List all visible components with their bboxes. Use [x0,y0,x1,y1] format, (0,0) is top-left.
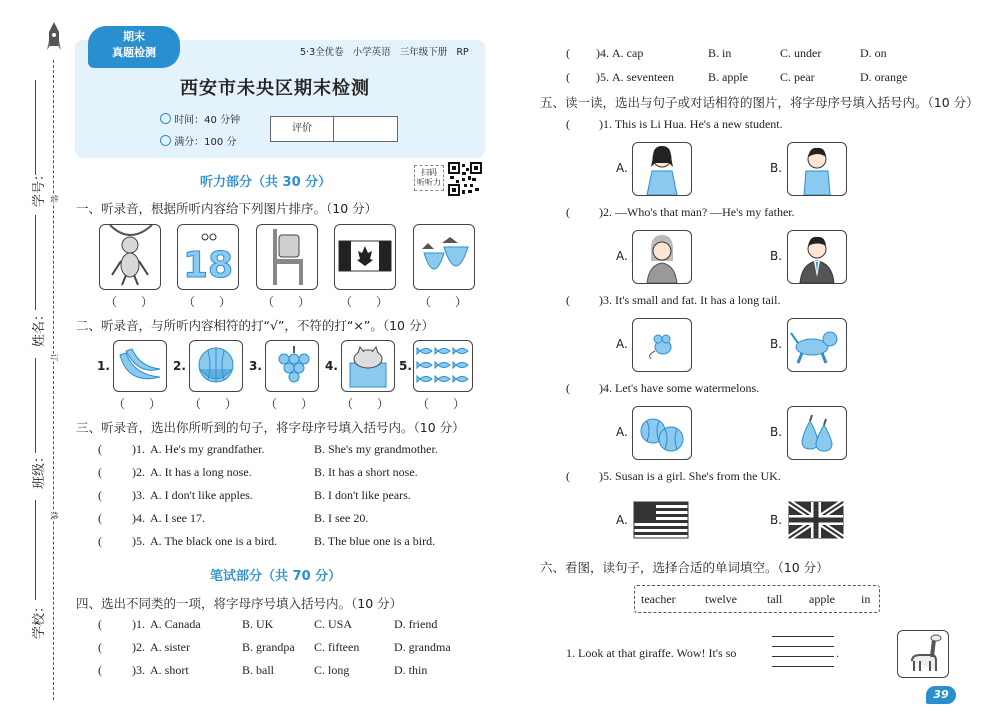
s4-option-a: A. cap [612,46,644,60]
s5-paren: ( [566,205,570,219]
s3-num: )3. [132,488,145,502]
s1-blank-1[interactable]: （ ） [105,295,154,309]
s6-q1-text: 1. Look at that giraffe. Wow! It's so [566,646,737,660]
s4-row-5[interactable] [566,70,946,85]
s4-option-c: C. pear [780,70,815,84]
s5-q1-picture-boy[interactable] [787,142,847,196]
s4-option-b: B. apple [708,70,748,84]
s3-num: )1. [132,442,145,456]
s6-word-5: in [861,592,871,606]
qr-code[interactable] [448,162,482,196]
s4-num: )1. [132,617,145,631]
s6-picture-giraffe [897,630,949,678]
s4-row-1[interactable] [98,617,468,632]
s4-row-2[interactable] [98,640,468,655]
s4-option-a: A. Canada [150,617,201,631]
s5-question-4[interactable] [566,381,759,396]
grade-box-label: 评价 [271,117,334,141]
s4-paren: ( [98,617,102,631]
s5-paren: ( [566,469,570,483]
section1-title: 一、听录音，根据所听内容给下列图片排序。（10 分） [76,201,378,216]
s6-word-bank [634,585,880,613]
s2-blank-3[interactable]: （ ） [265,397,314,411]
s3-option-a: A. It has a long nose. [150,465,252,479]
name-label: 姓名： [32,307,48,348]
s5-num: )2. [599,205,612,219]
s5-paren: ( [566,293,570,307]
s1-picture-canada-flag [334,224,396,290]
qr-caption [414,165,444,191]
s2-blank-4[interactable]: （ ） [341,397,390,411]
s6-word-1: teacher [641,592,676,606]
s5-q3-picture-mouse[interactable] [632,318,692,372]
s3-option-b: B. It has a short nose. [314,465,418,479]
s1-picture-chair [256,224,318,290]
page-number: 39 [933,688,949,701]
s5-q5-label-b: B. [770,513,783,527]
s4-option-d: D. friend [394,617,438,631]
s5-q2-label-b: B. [770,249,783,263]
s2-blank-5[interactable]: （ ） [417,397,466,411]
series-name: 5·3全优卷 [300,47,344,58]
s5-q3-picture-dog[interactable] [787,318,847,372]
s3-paren: ( [98,442,102,456]
s3-option-b: B. I see 20. [314,511,369,525]
s2-picture-grapes [265,340,319,392]
s1-picture-18 [177,224,239,290]
cut-mark-2: 订 [49,353,59,362]
exam-time [160,111,240,126]
listening-heading: 听力部分（共 30 分） [200,175,332,190]
s3-row-2[interactable] [98,465,478,480]
s4-num: )2. [132,640,145,654]
section5-title: 五、读一读，选出与句子或对话相符的图片，将字母序号填入括号内。（10 分） [540,95,979,110]
s3-option-b: B. I don't like pears. [314,488,411,502]
s4-option-a: A. short [150,663,189,677]
s3-num: )5. [132,534,145,548]
school-label: 学校： [32,599,48,640]
s1-picture-strawberries [413,224,475,290]
s2-num-1: 1. [97,359,110,373]
s4-option-b: B. grandpa [242,640,295,654]
s4-num: )4. [596,46,609,60]
s6-q1-end: . [836,646,839,660]
s5-text: Let's have some watermelons. [615,381,760,395]
s4-num: )3. [132,663,145,677]
check-icon [160,135,171,146]
page-title: 西安市未央区期末检测 [180,78,370,99]
exam-score [160,133,236,148]
s4-option-d: D. orange [860,70,908,84]
s1-blank-5[interactable]: （ ） [419,295,468,309]
s4-row-3[interactable] [98,663,468,678]
s5-question-2[interactable] [566,205,795,220]
s4-num: )5. [596,70,609,84]
s3-row-1[interactable] [98,442,478,457]
s5-text: This is Li Hua. He's a new student. [614,117,783,131]
s4-option-c: C. long [314,663,350,677]
grade-box[interactable] [270,116,398,142]
s1-picture-monkey [99,224,161,290]
s5-q2-picture-grandmother[interactable] [632,230,692,284]
s3-paren: ( [98,534,102,548]
student-id-label: 学号： [32,167,48,208]
cut-mark-3: 线 [49,511,59,520]
s5-q5-picture-usa-flag[interactable] [632,494,690,546]
s5-q1-label-b: B. [770,161,783,175]
s3-paren: ( [98,511,102,525]
s5-num: )1. [599,117,612,131]
s4-option-a: A. seventeen [612,70,674,84]
s5-q4-picture-pears[interactable] [787,406,847,460]
s4-option-d: D. thin [394,663,428,677]
s5-question-1[interactable] [566,117,783,132]
s1-blank-2[interactable]: （ ） [183,295,232,309]
s2-blank-2[interactable]: （ ） [189,397,238,411]
s3-row-5[interactable] [98,534,478,549]
svg-text:18: 18 [182,245,234,286]
s5-question-3[interactable] [566,293,780,308]
s6-word-2: twelve [705,592,737,606]
section2-title: 二、听录音，与所听内容相符的打“√”，不符的打“×”。（10 分） [76,318,434,333]
s3-paren: ( [98,465,102,479]
page-number-badge [926,686,956,704]
s5-q1-label-a: A. [616,161,628,175]
s4-paren: ( [98,663,102,677]
s4-option-a: A. sister [150,640,190,654]
clock-icon [160,113,171,124]
s2-picture-watermelon [189,340,243,392]
s6-answer-lines[interactable] [772,636,834,668]
s4-paren: ( [566,70,570,84]
subject-name: 小学英语 [352,47,391,58]
s6-word-4: apple [809,592,835,606]
section3-title: 三、听录音，选出你所听到的句子，将字母序号填入括号内。（10 分） [76,420,465,435]
s4-option-b: B. in [708,46,732,60]
s5-num: )4. [599,381,612,395]
class-label: 班级： [32,449,48,490]
s2-picture-cat-box [341,340,395,392]
s4-option-d: D. grandma [394,640,451,654]
s5-q5-picture-uk-flag[interactable] [787,494,845,546]
section4-title: 四、选出不同类的一项，将字母序号填入括号内。（10 分） [76,596,403,611]
s4-paren: ( [98,640,102,654]
s4-option-c: C. under [780,46,822,60]
qr-caption-1: 扫码 [421,168,437,177]
s2-num-5: 5. [399,359,412,373]
binding-margin [0,0,70,724]
exam-time-text: 时间：40 分钟 [174,115,241,126]
s3-option-a: A. I see 17. [150,511,205,525]
s5-q3-label-b: B. [770,337,783,351]
s3-row-3[interactable] [98,488,478,503]
edition-name: RP [456,47,469,58]
s5-paren: ( [566,381,570,395]
exam-score-text: 满分：100 分 [174,137,237,148]
rocket-icon [47,22,61,58]
s3-option-a: A. The black one is a bird. [150,534,278,548]
s1-blank-3[interactable]: （ ） [262,295,311,309]
grade-name: 三年级下册 [399,47,448,58]
writing-heading: 笔试部分（共 70 分） [210,569,342,584]
name-line[interactable] [35,215,36,310]
s3-option-a: A. I don't like apples. [150,488,253,502]
s5-q5-label-a: A. [616,513,628,527]
s2-picture-fish [413,340,473,392]
s3-paren: ( [98,488,102,502]
badge-line1: 期末 [123,30,145,43]
s5-text: —Who's that man? —He's my father. [615,205,795,219]
s1-blank-4[interactable]: （ ） [340,295,389,309]
s5-text: Susan is a girl. She's from the UK. [615,469,781,483]
s4-option-c: C. fifteen [314,640,360,654]
s2-num-4: 4. [325,359,338,373]
s4-option-b: B. UK [242,617,274,631]
s6-word-3: tall [767,592,783,606]
s4-paren: ( [566,46,570,60]
s5-q2-label-a: A. [616,249,628,263]
s3-option-a: A. He's my grandfather. [150,442,265,456]
s5-q1-picture-girl[interactable] [632,142,692,196]
badge-line2: 真题检测 [112,46,156,59]
s3-num: )4. [132,511,145,525]
s4-option-b: B. ball [242,663,274,677]
exam-badge [88,26,180,68]
qr-caption-2: 听听力 [417,178,441,187]
s4-row-4[interactable] [566,46,946,61]
s5-q3-label-a: A. [616,337,628,351]
s5-num: )5. [599,469,612,483]
school-line[interactable] [35,500,36,600]
s5-question-5[interactable] [566,469,781,484]
s5-num: )3. [599,293,612,307]
series-info [300,44,469,58]
section6-title: 六、看图，读句子，选择合适的单词填空。（10 分） [540,560,829,575]
s3-num: )2. [132,465,145,479]
s4-option-c: C. USA [314,617,353,631]
class-line[interactable] [35,358,36,453]
s5-q4-label-a: A. [616,425,628,439]
s2-num-2: 2. [173,359,186,373]
s2-blank-1[interactable]: （ ） [113,397,162,411]
s4-option-d: D. on [860,46,887,60]
s5-paren: ( [566,117,570,131]
s2-num-3: 3. [249,359,262,373]
s2-picture-bananas [113,340,167,392]
s5-text: It's small and fat. It has a long tail. [615,293,781,307]
s3-option-b: B. The blue one is a bird. [314,534,436,548]
s6-question-1 [566,646,736,661]
s3-option-b: B. She's my grandmother. [314,442,438,456]
cut-mark-1: 装 [49,194,59,203]
s5-q4-label-b: B. [770,425,783,439]
s3-row-4[interactable] [98,511,478,526]
binding-cut-line [53,60,54,700]
s5-q4-picture-watermelons[interactable] [632,406,692,460]
s5-q2-picture-father[interactable] [787,230,847,284]
student-id-line[interactable] [35,80,36,175]
